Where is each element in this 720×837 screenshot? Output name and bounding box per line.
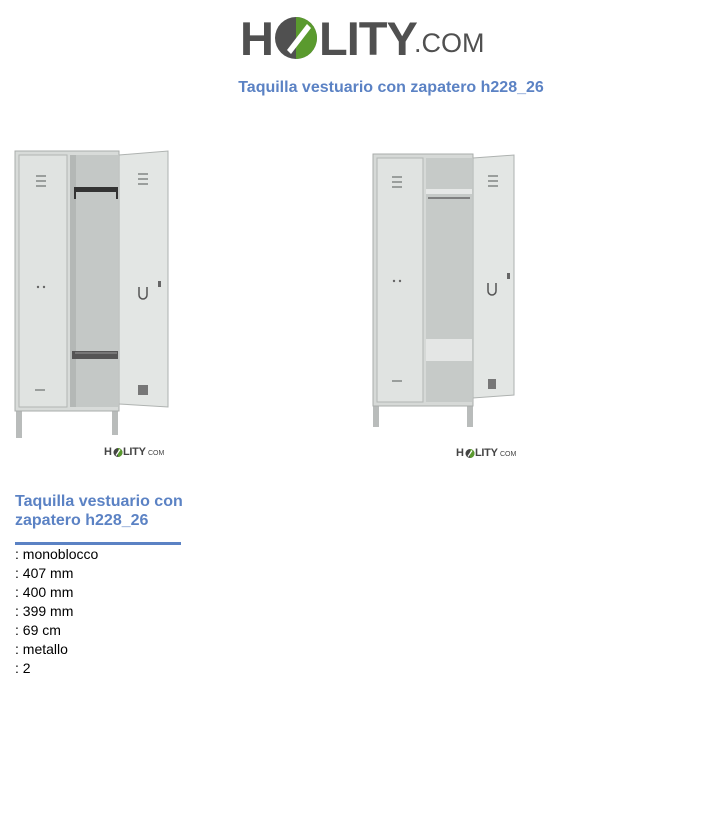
logo-text-lity: LITY	[319, 12, 417, 65]
spec-item: : 2	[15, 660, 31, 676]
image-watermark: H LITY COM	[104, 446, 165, 458]
spec-list	[15, 545, 98, 678]
watermark-o-icon	[465, 448, 475, 459]
page-title: Taquilla vestuario con zapatero h228_26	[238, 79, 544, 96]
product-image-locker-side	[371, 151, 519, 431]
spec-item: : 400 mm	[15, 584, 74, 600]
logo-text-h: H	[240, 12, 273, 65]
site-logo[interactable]	[240, 12, 490, 66]
watermark-o-icon	[113, 447, 123, 458]
image-watermark: H LITY COM	[456, 447, 517, 459]
spec-item: : 407 mm	[15, 565, 74, 581]
spec-item: : monoblocco	[15, 546, 99, 562]
product-section-title: Taquilla vestuario con zapatero h228_26	[15, 493, 183, 529]
spec-item: : 69 cm	[15, 622, 61, 638]
logo-o-icon	[273, 14, 319, 62]
logo-text-com: .COM	[414, 28, 485, 58]
product-image-locker-open	[13, 147, 173, 442]
spec-item: : metallo	[15, 641, 68, 657]
spec-item: : 399 mm	[15, 603, 74, 619]
